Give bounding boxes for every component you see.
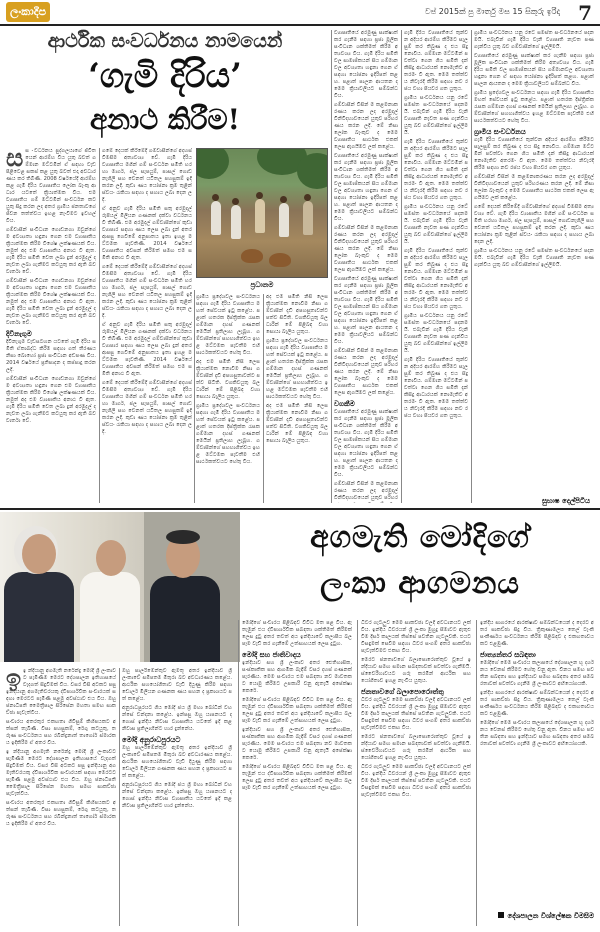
article-paragraph: ඉන්දියාව සහ ශ්‍රී ලංකාව අතර ඓතිහාසික, සංස්කෘතික සහ ආගමික බැඳීම් වසර දහස් ගණනක් පැරණිය. මෙම සංචාරය එම සබඳතා නව මාවතකට යොමු කිරීමට උපකාරී වනු ඇතැයි අපේක්ෂා කෙරේ. bbox=[242, 660, 352, 694]
person-head bbox=[304, 194, 311, 201]
person-head bbox=[212, 194, 219, 201]
article-paragraph: ගම්වාසීන් සංවිධාන ගොඩනගා ඔවුන්ගේ ම අවශ්‍යතා හඳුනා ගෙන එම ව්‍යාපෘතිය ක්‍රියාත්මක කිරීම විශේෂ ලක්ෂණයක් විය. නමුත් අද එම ව්‍යාපෘතිය අනාථ වී ඇත. ගැමි දිරිය සමිති වෙත ලබා දුන් අරමුදල් ද නැවත ලබා ගැනීමට කටයුතු කර ඇති බව වාර්තා වේ. bbox=[6, 278, 96, 326]
article-paragraph: මෙරට ජනතාවගේ බලාපොරොත්තුව වූයේ ඉන්දියාව සමඟ සමාන සබඳතාවක් පවත්වා ගැනීමයි. ස්වෛරීභාවයට ගරු කරමින් ආර්ථික සහයෝගීතාව ඉහළ නැංවිය යුතුය. bbox=[361, 657, 471, 684]
top-story-column-6 bbox=[474, 30, 594, 492]
article-paragraph: ඒ අනුව ගැමි දිරිය සමිති සතු අරමුදල් රුපියල් මිලියන ගණනක් දක්වා වර්ධනය වී තිබිණි. එම අරමුදල් ගම්වාසීන්ගේ කුඩා ව්‍යාපාර සඳහා ණය ලෙස ලබා දුන් අතර ආපසු ගෙවීමේ අනුපාතය ඉතා ඉහළ මට්ටමක පැවතිණි. 2014 වර්ෂයේ ව්‍යාපෘතිය අවසන් කිරීමත් සමඟ එම සමිති අනාථ වී ඇත. bbox=[102, 322, 192, 377]
article-paragraph bbox=[6, 668, 116, 717]
article-paragraph: දිවිනැගුම වැඩසටහන යටතේ ගැමි දිරිය සමිති ඒකාබද්ධ කිරීම සඳහා ගත් තීරණය නිසා බොහෝ ප්‍රජා සංවිධාන අඩපණ විය. 2014 වර්ෂයේ ප්‍රතිපාදන ද කප්පාදු කරන ලදී. bbox=[6, 339, 96, 373]
article-paragraph: මෝදිගේ සංචාරය පිළිබඳව විවිධ මත පළ විය. ඇතැමුන් එය ද්විපාර්ශ්වික සබඳතා ශක්තිමත් කිරීමක් ලෙස දුටු අතර තවත් අය ඉන්දියාවේ කලාපීය බලපෑම වැඩි කර ගැනීමේ උත්සාහයක් ලෙස දුටුහ. bbox=[242, 620, 352, 647]
article-paragraph: මෙරට ජනතාවගේ බලාපොරොත්තුව වූයේ ඉන්දියාව සමඟ සමාන සබඳතාවක් පවත්වා ගැනීමයි. ස්වෛරීභාවයට ගරු කරමින් ආර්ථික සහයෝගීතාව ඉහළ නැංවිය යුතුය. bbox=[361, 734, 471, 761]
person-head bbox=[256, 192, 263, 199]
article-paragraph: ව්‍යාපෘතියේ අරමුණු සාක්ෂාත් කර ගැනීම සඳහා ප්‍රජා මූලික සංවිධාන ශක්තිමත් කිරීම අත්‍යවශ්‍ය විය. ගැමි දිරිය සමිති වල සාමාජිකයන් සිය ගම්මානවල අවශ්‍යතා හඳුනා ගෙන ඒ සඳහා යෝජනා ඉදිරිපත් කළහ. පළාත් පාලන ආයතන ද මෙම ක්‍රියාවලියට සම්බන්ධ විය. bbox=[474, 53, 594, 87]
article-paragraph bbox=[6, 148, 96, 225]
person-figure bbox=[279, 203, 289, 237]
drop-cap: ඉ bbox=[6, 668, 22, 692]
page-number: 7 bbox=[578, 1, 592, 25]
article-paragraph: මෝදිගේ සංචාරය පිළිබඳව විවිධ මත පළ විය. ඇතැමුන් එය ද්විපාර්ශ්වික සබඳතා ශක්තිමත් කිරීමක් ලෙස දුටු අතර තවත් අය ඉන්දියාවේ කලාපීය බලපෑම වැඩි කර ගැනීමේ උත්සාහයක් ලෙස දුටුහ. bbox=[242, 764, 352, 791]
person-head bbox=[232, 198, 239, 205]
top-story-column-1 bbox=[6, 148, 96, 503]
article-paragraph: ඉ න්දියානු අගමැති නරේන්ද්‍ර මෝදි ශ්‍රී ලංකාවට පැමිණීම මෙරට දේශපාලන ඉතිහාසයේ වැදගත් සිදුවීමක් විය. වසර විසි අටකට පසු ඉන්දියානු අගමැතිවරයකු ද්විපාර්ශ්වික සංචාරයක් සඳහා මෙරටට පැමිණි පළමු අවස්ථාව එය විය. ඔහු ජනාධිපති මෛත්‍රීපාල සිරිසේන මහතා සමඟ සාකච්ඡා පැවැත්වීය. bbox=[6, 749, 116, 797]
article-paragraph: ග්‍රාමීය සංවර්ධනය යනු රටේ සමස්ත සංවර්ධනයේ පදනමයි. එබැවින් ගැමි දිරිය වැනි ව්‍යාපෘති නැවත පණ ගැන්විය යුතු බව ගම්වාසීන්ගේ ඉල්ලීමයි. bbox=[404, 313, 468, 354]
person-figure bbox=[211, 201, 221, 235]
newspaper-logo: ලංකාදීප bbox=[6, 2, 50, 22]
subheading: ජාත්‍යන්තර සබඳතා bbox=[480, 650, 536, 659]
article-paragraph: ඉන්දීය සාගරයේ ආරක්ෂාව සම්බන්ධයෙන් ද දෙරට අතර සාකච්ඡා සිදු විය. ත්‍රිකුණාමලය තෙල් ටැංකි සංකීර්ණය සංවර්ධනය කිරීම පිළිබඳව ද එකඟතාවයකට එළඹුණි. bbox=[480, 690, 594, 717]
person-face bbox=[22, 534, 56, 574]
article-paragraph: ගැමි දිරිය ව්‍යාපෘතියේ තුන්වන අදියර ආරම්භ කිරීමට සැලසුම් කර තිබුණ ද එය සිදු නොවීය. ගම්මාන මට්ටමින් පවත්වා ගෙන ගිය සමිති දැන් කිසිදු ආධාරයක් නොමැතිව අතරමං වී ඇත. මෙම තත්ත්වය නිවැරදි කිරීම සඳහා නව රජය වහා පියවර ගත යුතුය. bbox=[474, 137, 594, 171]
person-hair bbox=[166, 530, 200, 544]
photo-caption: ප්‍රධානම bbox=[250, 281, 274, 289]
subheading: ග්‍රාමීය සංවර්ධනය bbox=[474, 127, 526, 136]
article-paragraph: ග්‍රාමීය ප්‍රදේශවල සංවර්ධනය සඳහා ගැමි දිරිය ව්‍යාපෘතිය මහත් සේවයක් ඉටු කළේය. පළාත් හතරක දිස්ත්‍රික්ක රැසක ගම්මාන දහස් ගණනක් මෙයින් ප්‍රතිලාභ ලැබූහ. ගම්වාසීන්ගේ සහභාගිත්වය ඉහළ මට්ටමක පැවතීම එහි සාර්ථකත්වයට හේතු විය. bbox=[474, 90, 594, 124]
column-divider bbox=[331, 30, 332, 503]
article-paragraph: අද එම සමිති නිසි ලෙස ක්‍රියාත්මක නොවීම නිසා ගම්වාසීන් දැඩි අපහසුතාවන්ට පත්ව සිටිති. වගකිවයුතු බලධාරීන් මේ පිළිබඳ වහා සොයා බැලිය යුතුය. bbox=[266, 403, 328, 444]
article-paragraph: ගම්වාසීන් විසින් ම කළමනාකරණය කරන ලද අරමුදල් විනිවිදභාවයෙන් යුතුව පරිහර bbox=[334, 481, 398, 501]
tree-foliage bbox=[297, 153, 328, 189]
second-headline-line2: ලංකා ආගමනය bbox=[320, 566, 520, 601]
person-figure bbox=[255, 199, 265, 233]
column-divider bbox=[194, 290, 195, 503]
subheading: වගකීම bbox=[334, 399, 355, 408]
tree-foliage bbox=[196, 148, 229, 179]
person-face bbox=[96, 540, 126, 576]
top-story-column-5 bbox=[404, 30, 468, 503]
article-paragraph: ග්‍රාමීය සංවර්ධනය යනු රටේ සමස්ත සංවර්ධනයේ පදනමයි. එබැවින් ගැමි දිරිය වැනි ව්‍යාපෘති නැවත පණ ගැන්විය යුතු බව ගම්වාසීන්ගේ ඉල්ලීමයි. bbox=[404, 95, 468, 136]
second-story-column-2 bbox=[122, 668, 232, 926]
person-figure bbox=[231, 205, 241, 239]
column-divider bbox=[401, 30, 402, 503]
article-paragraph: ගමේ දෙයක් කිරීමේදී ගම්වාසීන්ගේ අදහස් විමසීම අත්‍යවශ්‍ය වේ. ගැමි දිරිය ව්‍යාපෘතිය මගින් ගම් සංවර්ධන සමිති හරහා මාර්ග, ජල සැපයුම්, පාසල් ගොඩනැගිලි සහ වෙනත් යටිතල පහසුකම් ඉදි කරන ලදී. කුඩා ණය යෝජනා ක්‍රම තුළින් ස්වයං රැකියා සඳහා ද සහාය ලබා දෙන ලදී. bbox=[474, 204, 594, 245]
article-paragraph: ගම්වාසීන් සංවිධාන ගොඩනගා ඔවුන්ගේ ම අවශ්‍යතා හඳුනා ගෙන එම ව්‍යාපෘතිය ක්‍රියාත්මක කිරීම විශේෂ ලක්ෂණයක් විය. නමුත් අද එම ව්‍යාපෘතිය අනාථ වී ඇත. ගැමි දිරිය සමිති වෙත ලබා දුන් අරමුදල් ද නැවත ලබා ගැනීමට කටයුතු කර ඇති බව වාර්තා වේ. bbox=[6, 227, 96, 275]
article-paragraph: ග්‍රාමීය සංවර්ධනය යනු රටේ සමස්ත සංවර්ධනයේ පදනමයි. එබැවින් ගැමි දිරිය වැනි ව්‍යාපෘති නැවත පණ ගැන්විය යුතු බව ගම්වාසීන්ගේ ඉල්ලීමයි. bbox=[474, 30, 594, 50]
square-bullet-icon bbox=[498, 912, 504, 918]
article-paragraph: ගම්වාසීන් විසින් ම කළමනාකරණය කරන ලද අරමුදල් විනිවිදභාවයෙන් යුතුව පරිහරණය කරන ලදී. මේ නිසා ලෝක බැංකුව ද මෙම ව්‍යාපෘතිය සාර්ථක එකක් ලෙස ඇගයීමට ලක් කළේය. bbox=[474, 174, 594, 201]
article-paragraph: ගැමි දිරිය ව්‍යාපෘතියේ තුන්වන අදියර ආරම්භ කිරීමට සැලසුම් කර තිබුණ ද එය සිදු නොවීය. ගම්මාන මට්ටමින් පවත්වා ගෙන ගිය සමිති දැන් කිසිදු ආධාරයක් නොමැතිව අතරමං වී ඇත. මෙම තත්ත්වය නිවැරදි කිරීම සඳහා නව රජය වහා පියවර ගත යුතුය. bbox=[404, 30, 468, 92]
footer-note bbox=[498, 912, 594, 921]
second-story-column-4 bbox=[361, 620, 471, 926]
article-paragraph: ඒ අනුව ගැමි දිරිය සමිති සතු අරමුදල් රුපියල් මිලියන ගණනක් දක්වා වර්ධනය වී තිබිණි. එම අරමුදල් ගම්වාසීන්ගේ කුඩා ව්‍යාපාර සඳහා ණය ලෙස ලබා දුන් අතර ආපසු ගෙවීමේ අනුපාතය ඉතා ඉහළ මට්ටමක පැවතිණි. 2014 වර්ෂයේ ව්‍යාපෘතිය අවසන් කිරීමත් සමඟ එම සමිති අනාථ වී ඇත. bbox=[102, 206, 192, 261]
article-paragraph: සංචාරය අතරතුර එකඟතා ගිවිසුම් කිහිපයකට අත්සන් තැබිණි. වීසා පහසුකම්, රේගු කටයුතු, තරුණ සංවර්ධනය සහ රබීන්ද්‍රනාත් තාගෝර් ස්මාරකය ඉදිකිරීම ඒ අතර විය. bbox=[6, 719, 116, 746]
person-head bbox=[280, 196, 287, 203]
top-story-column-4 bbox=[334, 30, 398, 503]
article-paragraph: ගමේ දෙයක් කිරීමේදී ගම්වාසීන්ගේ අදහස් විමසීම අත්‍යවශ්‍ය වේ. ගැමි දිරිය ව්‍යාපෘතිය මගින් ගම් සංවර්ධන සමිති හරහා මාර්ග, ජල සැපයුම්, පාසල් ගොඩනැගිලි සහ වෙනත් යටිතල පහසුකම් ඉදි කරන ලදී. කුඩා ණය යෝජනා ක්‍රම තුළින් ස්වයං රැකියා සඳහා ද සහාය ලබා දෙන ලදී. bbox=[102, 148, 192, 203]
article-paragraph: ගම්වාසීන් විසින් ම කළමනාකරණය කරන ලද අරමුදල් විනිවිදභාවයෙන් යුතුව පරිහරණය කරන ලදී. මේ නිසා ලෝක බැංකුව ද මෙම ව්‍යාපෘතිය සාර්ථක එකක් ලෙස ඇගයීමට ලක් කළේය. bbox=[334, 225, 398, 273]
top-story-column-2 bbox=[102, 148, 192, 503]
column-divider bbox=[263, 294, 264, 503]
article-paragraph: ගැමි දිරිය ව්‍යාපෘතියේ තුන්වන අදියර ආරම්භ කිරීමට සැලසුම් කර තිබුණ ද එය සිදු නොවීය. ගම්මාන මට්ටමින් පවත්වා ගෙන ගිය සමිති දැන් කිසිදු ආධාරයක් නොමැතිව අතරමං වී ඇත. මෙම තත්ත්වය නිවැරදි කිරීම සඳහා නව රජය වහා පියවර ගත යුතුය. bbox=[404, 139, 468, 201]
article-paragraph: ග්‍රාමීය සංවර්ධනය යනු රටේ සමස්ත සංවර්ධනයේ පදනමයි. එබැවින් ගැමි දිරිය වැනි ව්‍යාපෘති නැවත පණ ගැන්විය යුතු බව ගම්වාසීන්ගේ ඉල්ලීමයි. bbox=[404, 204, 468, 245]
article-paragraph: ග්‍රාමීය ප්‍රදේශවල සංවර්ධනය සඳහා ගැමි දිරිය ව්‍යාපෘතිය මහත් සේවයක් ඉටු කළේය. පළාත් හතරක දිස්ත්‍රික්ක රැසක ගම්මාන දහස් ගණනක් මෙයින් ප්‍රතිලාභ ලැබූහ. ගම්වාසීන්ගේ සහභාගිත්වය ඉහළ මට්ටමක පැවතීම එහි සාර්ථකත්වයට හේතු විය. bbox=[196, 294, 260, 356]
clay-pot bbox=[241, 249, 263, 263]
article-paragraph: අද එම සමිති නිසි ලෙස ක්‍රියාත්මක නොවීම නිසා ගම්වාසීන් දැඩි අපහසුතාවන්ට පත්ව සිටිති. වගකිවයුතු බලධාරීන් මේ පිළිබඳ වහා සොයා බැලිය යුතුය. bbox=[196, 359, 260, 400]
article-paragraph: ව්‍යාපෘතියේ අරමුණු සාක්ෂාත් කර ගැනීම සඳහා ප්‍රජා මූලික සංවිධාන ශක්තිමත් කිරීම අත්‍යවශ්‍ය විය. ගැමි දිරිය සමිති වල සාමාජිකයන් සිය ගම්මානවල අවශ්‍යතා හඳුනා ගෙන ඒ සඳහා යෝජනා ඉදිරිපත් කළහ. පළාත් පාලන ආයතන ද මෙම ක්‍රියාවලියට සම්බන්ධ විය. bbox=[334, 153, 398, 222]
top-story-column-3 bbox=[196, 294, 260, 503]
masthead bbox=[0, 0, 600, 26]
article-paragraph: ගමේ දෙයක් කිරීමේදී ගම්වාසීන්ගේ අදහස් විමසීම අත්‍යවශ්‍ය වේ. ගැමි දිරිය ව්‍යාපෘතිය මගින් ගම් සංවර්ධන සමිති හරහා මාර්ග, ජල සැපයුම්, පාසල් ගොඩනැගිලි සහ වෙනත් යටිතල පහසුකම් ඉදි කරන ලදී. කුඩා ණය යෝජනා ක්‍රම තුළින් ස්වයං රැකියා සඳහා ද සහාය ලබා දෙන ලදී. bbox=[102, 264, 192, 319]
article-paragraph: අනුරාධපුරයට ගිය මෝදි ජය ශ්‍රී මහා බෝධීන් වහන්සේ වන්දනා කළේය. ඉන්පසු ඔහු යාපනයට ද ගොස් ඉන්දීය නිවාස ව්‍යාපෘතිය යටතේ ඉදි කළ නිවාස ප්‍රතිලාභීන්ට භාර දුන්නේය. bbox=[122, 705, 232, 732]
article-paragraph: මෝදිගේ මෙම සංචාරය කලාපයේ දේශපාලන භූ දර්ශනය වෙනස් කිරීමට හේතු වනු ඇත. චීනය සමඟ පවතින සබඳතා සහ ඉන්දියාව සමඟ සබඳතා අතර සමබරතාවක් පවත්වා ගැනීම ශ්‍රී ලංකාවට අභියෝගයකි. bbox=[480, 660, 594, 687]
article-paragraph: ව්‍යාපෘතියේ අරමුණු සාක්ෂාත් කර ගැනීම සඳහා ප්‍රජා මූලික සංවිධාන ශක්තිමත් කිරීම අත්‍යවශ්‍ය විය. ගැමි දිරිය සමිති වල සාමාජිකයන් සිය ගම්මානවල අවශ්‍යතා හඳුනා ගෙන ඒ සඳහා යෝජනා ඉදිරිපත් කළහ. පළාත් පාලන ආයතන ද මෙම ක්‍රියාවලියට සම්බන්ධ විය. bbox=[334, 409, 398, 478]
article-paragraph: මෝදිගේ මෙම සංචාරය කලාපයේ දේශපාලන භූ දර්ශනය වෙනස් කිරීමට හේතු වනු ඇත. චීනය සමඟ පවතින සබඳතා සහ ඉන්දියාව සමඟ සබඳතා අතර සමබරතාවක් පවත්වා ගැනීම ශ්‍රී ලංකාවට අභියෝගයකි. bbox=[480, 720, 594, 747]
column-divider bbox=[238, 620, 239, 926]
second-story-column-1 bbox=[6, 668, 116, 926]
top-headline-line3: අනාථ කිරීම! bbox=[90, 103, 240, 136]
article-paragraph: ගැමි දිරිය ව්‍යාපෘතියේ තුන්වන අදියර ආරම්භ කිරීමට සැලසුම් කර තිබුණ ද එය සිදු නොවීය. ගම්මාන මට්ටමින් පවත්වා ගෙන ගිය සමිති දැන් කිසිදු ආධාරයක් නොමැතිව අතරමං වී ඇත. මෙම තත්ත්වය නිවැරදි කිරීම සඳහා නව රජය වහා පියවර ගත යුතුය. bbox=[404, 357, 468, 419]
article-paragraph: ගැමි දිරිය ව්‍යාපෘතියේ තුන්වන අදියර ආරම්භ කිරීමට සැලසුම් කර තිබුණ ද එය සිදු නොවීය. ගම්මාන මට්ටමින් පවත්වා ගෙන ගිය සමිති දැන් කිසිදු ආධාරයක් නොමැතිව අතරමං වී ඇත. මෙම තත්ත්වය නිවැරදි කිරීම සඳහා නව රජය වහා පියවර ගත යුතුය. bbox=[404, 248, 468, 310]
clay-pot bbox=[269, 253, 291, 267]
top-headline-line1: ආර්ථික සංවර්ධනය නාමයෙන් bbox=[47, 30, 283, 52]
article-paragraph: ගම්වාසීන් විසින් ම කළමනාකරණය කරන ලද අරමුදල් විනිවිදභාවයෙන් යුතුව පරිහරණය කරන ලදී. මේ නිසා ලෝක බැංකුව ද මෙම ව්‍යාපෘතිය සාර්ථක එකක් ලෙස ඇගයීමට ලක් කළේය. bbox=[334, 348, 398, 396]
article-paragraph: අනුරාධපුරයට ගිය මෝදි ජය ශ්‍රී මහා බෝධීන් වහන්සේ වන්දනා කළේය. ඉන්පසු ඔහු යාපනයට ද ගොස් ඉන්දීය නිවාස ව්‍යාපෘතිය යටතේ ඉදි කළ නිවාස ප්‍රතිලාභීන්ට භාර දුන්නේය. bbox=[122, 782, 232, 809]
article-paragraph: ධීවර ගැටලුව මෙම සාකච්ඡා වලදී අවධානයට ලක් විය. ඉන්දීය ධීවරයන් ශ්‍රී ලංකා මුහුදු සීමාවට ඇතුළු වීම දීර්ඝ කාලයක් තිස්සේ පවතින ගැටලුවකි. එයට විසඳුමක් සෙවීම සඳහා ධීවර සංගම් අතර සාකච්ඡා පැවැත්වීමට එකඟ විය. bbox=[361, 697, 471, 731]
dateline: වප් 2015ක් පු මාර්තු මස 15 සිකුරු ඉරිදා bbox=[425, 7, 560, 16]
rural-people-photo bbox=[196, 148, 328, 278]
subheading: මෝදි සහ ජාතිවාදය bbox=[242, 650, 301, 659]
person-suit bbox=[4, 572, 74, 662]
article-paragraph: ග්‍රාමීය ප්‍රදේශවල සංවර්ධනය සඳහා ගැමි දිරිය ව්‍යාපෘතිය මහත් සේවයක් ඉටු කළේය. පළාත් හතරක දිස්ත්‍රික්ක රැසක ගම්මාන දහස් ගණනක් මෙයින් ප්‍රතිලාභ ලැබූහ. ගම්වාසීන්ගේ සහභාගිත්වය ඉහළ මට්ටමක පැවතීම එහි සාර්ථකත්වයට හේතු විය. bbox=[266, 338, 328, 400]
article-paragraph: ගමේ දෙයක් කිරීමේදී ගම්වාසීන්ගේ අදහස් විමසීම අත්‍යවශ්‍ය වේ. ගැමි දිරිය ව්‍යාපෘතිය මගින් ගම් සංවර්ධන සමිති හරහා මාර්ග, ජල සැපයුම්, පාසල් ගොඩනැගිලි සහ වෙනත් යටිතල පහසුකම් ඉදි කරන ලදී. කුඩා ණය යෝජනා ක්‍රම තුළින් ස්වයං රැකියා සඳහා ද සහාය ලබා දෙන ලදී. bbox=[102, 380, 192, 435]
byline: සුභාෂ දෙල්පිටිය bbox=[541, 497, 590, 505]
second-story-column-3 bbox=[242, 620, 352, 926]
article-paragraph: ව්‍යාපෘතියේ අරමුණු සාක්ෂාත් කර ගැනීම සඳහා ප්‍රජා මූලික සංවිධාන ශක්තිමත් කිරීම අත්‍යවශ්‍ය විය. ගැමි දිරිය සමිති වල සාමාජිකයන් සිය ගම්මානවල අවශ්‍යතා හඳුනා ගෙන ඒ සඳහා යෝජනා ඉදිරිපත් කළහ. පළාත් පාලන ආයතන ද මෙම ක්‍රියාවලියට සම්බන්ධ විය. bbox=[334, 276, 398, 345]
column-divider bbox=[476, 620, 477, 926]
article-paragraph: ව්‍යාපෘතියේ අරමුණු සාක්ෂාත් කර ගැනීම සඳහා ප්‍රජා මූලික සංවිධාන ශක්තිමත් කිරීම අත්‍යවශ්‍ය විය. ගැමි දිරිය සමිති වල සාමාජිකයන් සිය ගම්මානවල අවශ්‍යතා හඳුනා ගෙන ඒ සඳහා යෝජනා ඉදිරිපත් කළහ. පළාත් පාලන ආයතන ද මෙම ක්‍රියාවලියට සම්බන්ධ විය. bbox=[334, 30, 398, 99]
drop-cap: ස bbox=[6, 148, 24, 172]
article-paragraph: ගම්වාසීන් විසින් ම කළමනාකරණය කරන ලද අරමුදල් විනිවිදභාවයෙන් යුතුව පරිහරණය කරන ලදී. මේ නිසා ලෝක බැංකුව ද මෙම ව්‍යාපෘතිය සාර්ථක එකක් ලෙස ඇගයීමට ලක් කළේය. bbox=[334, 102, 398, 150]
top-headline-line2: ‘ගැමි දිරිය’ bbox=[88, 56, 242, 96]
person-figure bbox=[303, 201, 313, 235]
article-paragraph: ධීවර ගැටලුව මෙම සාකච්ඡා වලදී අවධානයට ලක් විය. ඉන්දීය ධීවරයන් ශ්‍රී ලංකා මුහුදු සීමාවට ඇතුළු වීම දීර්ඝ කාලයක් තිස්සේ පවතින ගැටලුවකි. එයට විසඳුමක් සෙවීම සඳහා ධීවර සංගම් අතර සාකච්ඡා පැවැත්වීමට එකඟ විය. bbox=[361, 764, 471, 798]
person-suit bbox=[150, 576, 220, 662]
column-divider bbox=[119, 668, 120, 926]
article-paragraph: ගම්වාසීන් සංවිධාන ගොඩනගා ඔවුන්ගේ ම අවශ්‍යතා හඳුනා ගෙන එම ව්‍යාපෘතිය ක්‍රියාත්මක කිරීම විශේෂ ලක්ෂණයක් විය. නමුත් අද එම ව්‍යාපෘතිය අනාථ වී ඇත. ගැමි දිරිය සමිති වෙත ලබා දුන් අරමුදල් ද නැවත ලබා ගැනීමට කටයුතු කර ඇති බව වාර්තා වේ. bbox=[6, 376, 96, 424]
second-story-column-5 bbox=[480, 620, 594, 910]
article-paragraph: ග්‍රාමීය සංවර්ධනය යනු රටේ සමස්ත සංවර්ධනයේ පදනමයි. එබැවින් ගැමි දිරිය වැනි ව්‍යාපෘති නැවත පණ ගැන්විය යුතු බව ගම්වාසීන්ගේ ඉල්ලීමයි. bbox=[474, 248, 594, 268]
column-divider bbox=[471, 30, 472, 503]
article-paragraph: ඔහු පාර්ලිමේන්තුව ඇමතූ අතර ඉන්දියාව ශ්‍රී ලංකාවේ සමීපතම මිතුරා බව අවධාරණය කළේය. ආර්ථික සහයෝගීතාව වැඩි දියුණු කිරීම සඳහා ඩොලර් මිලියන ගණනක ණය සහන ද ප්‍රකාශයට පත් කළේය. bbox=[122, 745, 232, 779]
article-paragraph: ඔහු පාර්ලිමේන්තුව ඇමතූ අතර ඉන්දියාව ශ්‍රී ලංකාවේ සමීපතම මිතුරා බව අවධාරණය කළේය. ආර්ථික සහයෝගීතාව වැඩි දියුණු කිරීම සඳහා ඩොලර් මිලියන ගණනක ණය සහන ද ප්‍රකාශයට පත් කළේය. bbox=[122, 668, 232, 702]
subheading: දිවිනැගුම bbox=[6, 329, 32, 338]
column-divider bbox=[99, 148, 100, 503]
subheading: ජනතාවගේ බලාපොරොත්තු bbox=[361, 687, 444, 696]
person-white-attire bbox=[80, 572, 140, 662]
article-paragraph: ඉන්දීය සාගරයේ ආරක්ෂාව සම්බන්ධයෙන් ද දෙරට අතර සාකච්ඡා සිදු විය. ත්‍රිකුණාමලය තෙල් ටැංකි සංකීර්ණය සංවර්ධනය කිරීම පිළිබඳව ද එකඟතාවයකට එළඹුණි. bbox=[480, 620, 594, 647]
second-headline-line1: අගමැති මෝදිගේ bbox=[310, 520, 530, 555]
section-divider bbox=[0, 508, 600, 510]
footer-note-text: දේශපාලන විශ්ලේෂක විමසිම bbox=[507, 912, 594, 920]
top-story-column-3b bbox=[266, 294, 328, 503]
article-paragraph: අද එම සමිති නිසි ලෙස ක්‍රියාත්මක නොවීම නිසා ගම්වාසීන් දැඩි අපහසුතාවන්ට පත්ව සිටිති. වගකිවයුතු බලධාරීන් මේ පිළිබඳ වහා සොයා බැලිය යුතුය. bbox=[266, 294, 328, 335]
column-divider bbox=[357, 620, 358, 926]
article-paragraph: සංචාරය අතරතුර එකඟතා ගිවිසුම් කිහිපයකට අත්සන් තැබිණි. වීසා පහසුකම්, රේගු කටයුතු, තරුණ සංවර්ධනය සහ රබීන්ද්‍රනාත් තාගෝර් ස්මාරකය ඉදිකිරීම ඒ අතර විය. bbox=[6, 800, 116, 827]
leaders-meeting-photo bbox=[0, 512, 240, 662]
paragraph-text: ස ංවර්ධනය පුද්ගලයාගේ ජීවිතයෙන් ආරම්භ විය යුතු බවත් ගම්මාන මට්ටමින් ඒ සඳහා වැඩපිළිවෙළ සකස් කළ යුතු බවත් එදා අවධාරණය කර තිබිණි. 2008 වර්ෂයේදී ආරම්භ කළ ගැමි දිරිය ව්‍යාපෘතිය ලෝක බැංකු ආධාර යටතේ ක්‍රියාත්මක විය. එම ව්‍යාපෘතිය ගම් මට්ටමින් සංවර්ධන කටයුතු සිදු කරන ලද අතර ග්‍රාමීය ජනතාවගේ ජීවන තත්ත්වය ඉහළ නැංවීමට ඉවහල් විය. bbox=[6, 148, 96, 224]
article-paragraph: ඉන්දියාව සහ ශ්‍රී ලංකාව අතර ඓතිහාසික, සංස්කෘතික සහ ආගමික බැඳීම් වසර දහස් ගණනක් පැරණිය. මෙම සංචාරය එම සබඳතා නව මාවතකට යොමු කිරීමට උපකාරී වනු ඇතැයි අපේක්ෂා කෙරේ. bbox=[242, 727, 352, 761]
paragraph-text: ඉ න්දියානු අගමැති නරේන්ද්‍ර මෝදි ශ්‍රී ලංකාවට පැමිණීම මෙරට දේශපාලන ඉතිහාසයේ වැදගත් සිදුවීමක් විය. වසර විසි අටකට පසු ඉන්දියානු අගමැතිවරයකු ද්විපාර්ශ්වික සංචාරයක් සඳහා මෙරටට පැමිණි පළමු අවස්ථාව එය විය. ඔහු ජනාධිපති මෛත්‍රීපාල සිරිසේන මහතා සමඟ සාකච්ඡා පැවැත්වීය. bbox=[6, 668, 116, 716]
article-paragraph: ධීවර ගැටලුව මෙම සාකච්ඡා වලදී අවධානයට ලක් විය. ඉන්දීය ධීවරයන් ශ්‍රී ලංකා මුහුදු සීමාවට ඇතුළු වීම දීර්ඝ කාලයක් තිස්සේ පවතින ගැටලුවකි. එයට විසඳුමක් සෙවීම සඳහා ධීවර සංගම් අතර සාකච්ඡා පැවැත්වීමට එකඟ විය. bbox=[361, 620, 471, 654]
article-paragraph: ග්‍රාමීය ප්‍රදේශවල සංවර්ධනය සඳහා ගැමි දිරිය ව්‍යාපෘතිය මහත් සේවයක් ඉටු කළේය. පළාත් හතරක දිස්ත්‍රික්ක රැසක ගම්මාන දහස් ගණනක් මෙයින් ප්‍රතිලාභ ලැබූහ. ගම්වාසීන්ගේ සහභාගිත්වය ඉහළ මට්ටමක පැවතීම එහි සාර්ථකත්වයට හේතු විය. bbox=[196, 403, 260, 465]
subheading: මෝදි අනුරාධපුරයට bbox=[122, 735, 181, 744]
article-paragraph: මෝදිගේ සංචාරය පිළිබඳව විවිධ මත පළ විය. ඇතැමුන් එය ද්විපාර්ශ්වික සබඳතා ශක්තිමත් කිරීමක් ලෙස දුටු අතර තවත් අය ඉන්දියාවේ කලාපීය බලපෑම වැඩි කර ගැනීමේ උත්සාහයක් ලෙස දුටුහ. bbox=[242, 697, 352, 724]
